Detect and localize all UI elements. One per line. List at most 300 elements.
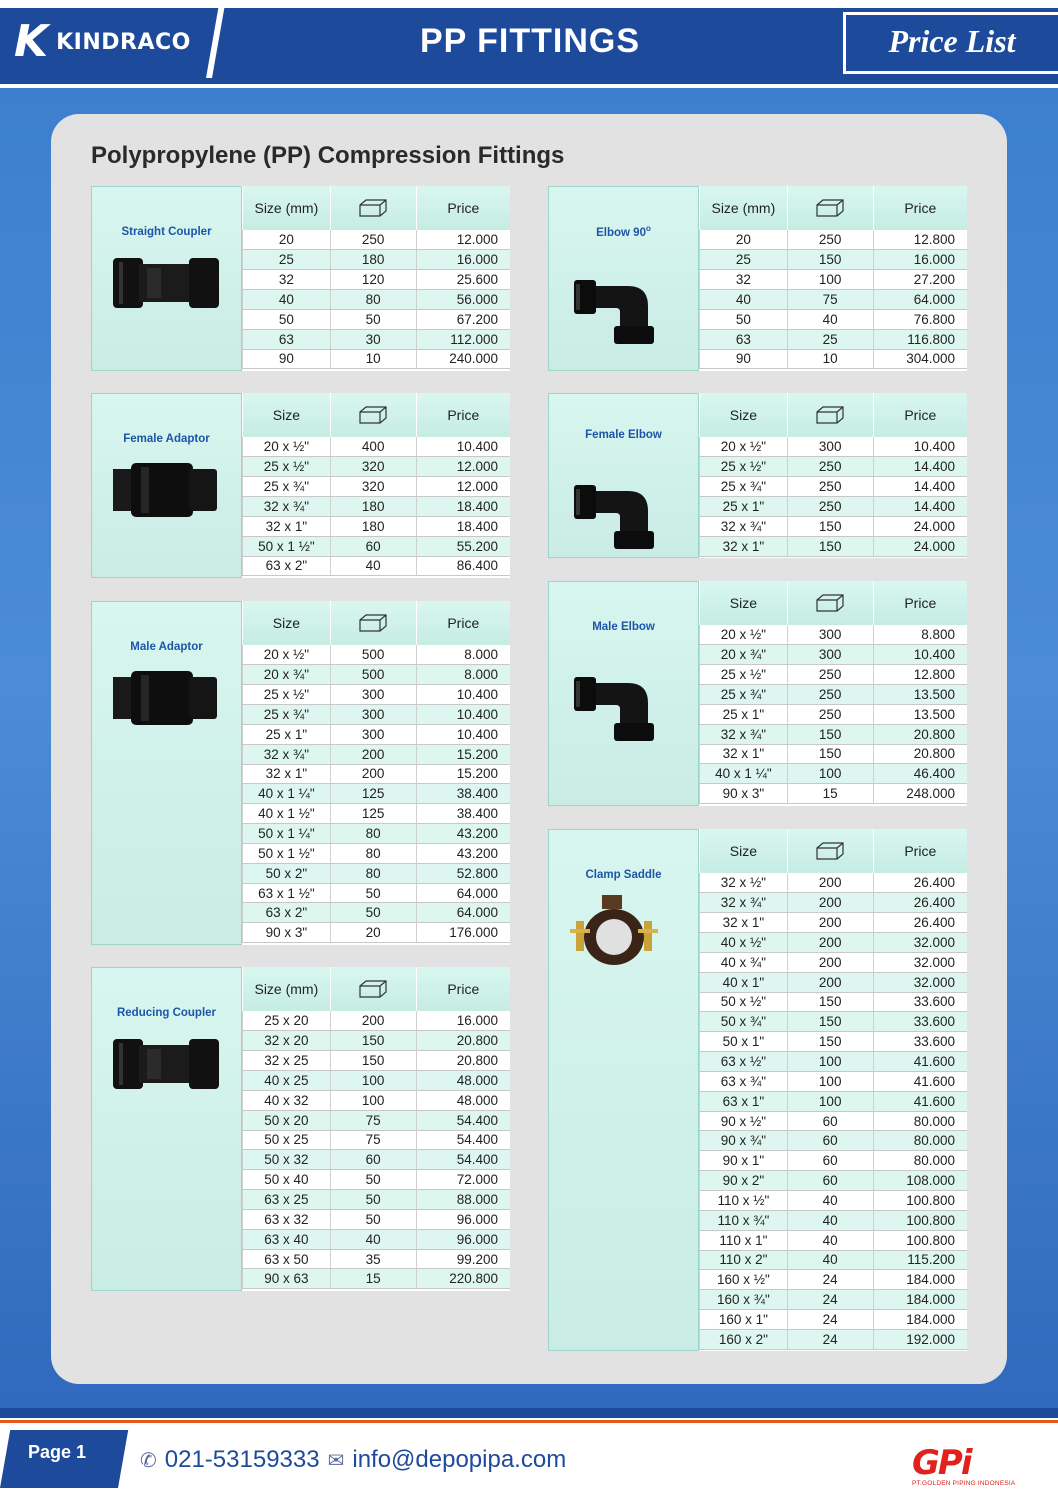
price-cell: 24.000 [873,536,967,556]
table-row [243,437,511,457]
box-quantity-icon [787,186,873,230]
quantity-cell: 200 [330,744,416,764]
quantity-cell: 300 [787,437,873,457]
size-cell: 32 x ¾" [243,497,331,517]
price-cell: 80.000 [873,1111,967,1131]
table-row [243,1051,511,1071]
quantity-cell: 200 [787,913,873,933]
quantity-cell: 250 [330,230,416,250]
price-cell: 26.400 [873,913,967,933]
table-row [700,457,968,477]
table-row [243,250,511,270]
size-cell: 25 x ¾" [243,705,331,725]
quantity-cell: 180 [330,516,416,536]
price-cell: 12.000 [416,230,510,250]
quantity-cell: 60 [787,1131,873,1151]
size-cell: 63 x 32 [243,1209,331,1229]
size-cell: 32 x 1" [700,913,788,933]
price-cell: 41.600 [873,1052,967,1072]
box-quantity-icon [330,601,416,645]
table-row [243,1071,511,1091]
table-row [700,913,968,933]
table-row [243,784,511,804]
quantity-cell: 300 [330,724,416,744]
price-cell: 26.400 [873,893,967,913]
price-cell: 46.400 [873,764,967,784]
table-row [700,1230,968,1250]
quantity-cell: 75 [330,1130,416,1150]
size-cell: 40 x 1" [700,972,788,992]
price-cell: 43.200 [416,824,510,844]
table-header-row [243,601,511,645]
quantity-cell: 40 [330,1229,416,1249]
table-row [700,784,968,804]
price-header: Price [416,601,510,645]
table-row [700,992,968,1012]
price-cell: 16.000 [416,250,510,270]
price-cell: 220.800 [416,1269,510,1289]
size-cell: 25 x 1" [243,724,331,744]
size-cell: 90 x 2" [700,1171,788,1191]
size-cell: 50 x 1 ½" [243,536,331,556]
table-row [243,665,511,685]
quantity-cell: 150 [330,1051,416,1071]
table-row [243,457,511,477]
size-cell: 40 [243,290,331,310]
table-row [700,1032,968,1052]
price-cell: 10.400 [873,645,967,665]
table-row [243,705,511,725]
quantity-cell: 15 [787,784,873,804]
price-cell: 88.000 [416,1190,510,1210]
table-row [243,516,511,536]
price-cell: 12.000 [416,477,510,497]
size-cell: 90 x ¾" [700,1131,788,1151]
quantity-cell: 320 [330,477,416,497]
size-cell: 25 x ½" [700,665,788,685]
box-quantity-icon [330,393,416,437]
product-block [548,186,967,371]
table-row [243,329,511,349]
size-cell: 40 x 32 [243,1090,331,1110]
price-cell: 10.400 [416,437,510,457]
quantity-cell: 150 [787,1032,873,1052]
table-row [243,1110,511,1130]
size-cell: 32 x ¾" [700,893,788,913]
size-cell: 50 [243,309,331,329]
size-cell: 50 x 40 [243,1170,331,1190]
table-header-row [243,186,511,230]
table-header-row [700,186,968,230]
quantity-cell: 24 [787,1310,873,1330]
price-cell: 100.800 [873,1210,967,1230]
quantity-cell: 150 [787,536,873,556]
price-cell: 56.000 [416,290,510,310]
size-cell: 32 x 1" [700,744,788,764]
price-cell: 96.000 [416,1209,510,1229]
footer-orange-line [0,1420,1058,1423]
table-row [243,1090,511,1110]
table-row [243,1229,511,1249]
table-row [700,290,968,310]
price-cell: 15.200 [416,764,510,784]
quantity-cell: 200 [787,972,873,992]
email-address[interactable]: info@depopipa.com [352,1446,567,1473]
size-cell: 110 x 2" [700,1250,788,1270]
product-image [568,643,668,748]
quantity-cell: 50 [330,1209,416,1229]
size-cell: 110 x 1" [700,1230,788,1250]
quantity-cell: 40 [330,556,416,576]
price-cell: 38.400 [416,784,510,804]
size-cell: 25 x ¾" [700,477,788,497]
price-cell: 55.200 [416,536,510,556]
price-cell: 10.400 [416,685,510,705]
degree-superscript: o [645,224,651,233]
section-title: Polypropylene (PP) Compression Fittings [91,142,565,169]
price-cell: 8.000 [416,665,510,685]
box-quantity-icon [787,393,873,437]
size-cell: 32 x 25 [243,1051,331,1071]
table-row [700,972,968,992]
price-cell: 41.600 [873,1091,967,1111]
quantity-cell: 150 [787,744,873,764]
table-row [700,1012,968,1032]
size-header: Size [700,581,788,625]
size-cell: 50 x ½" [700,992,788,1012]
price-cell: 20.800 [416,1051,510,1071]
table-row [243,349,511,369]
quantity-cell: 15 [330,1269,416,1289]
table-row [700,1210,968,1230]
quantity-cell: 150 [787,724,873,744]
size-header: Size (mm) [243,186,331,230]
table-row [243,1011,511,1031]
quantity-cell: 100 [787,270,873,290]
price-cell: 248.000 [873,784,967,804]
price-cell: 100.800 [873,1230,967,1250]
table-row [243,290,511,310]
logo-text: KINDRACO [56,29,191,55]
table-row [700,685,968,705]
table-row [700,270,968,290]
quantity-cell: 50 [330,1190,416,1210]
quantity-cell: 40 [787,1210,873,1230]
size-cell: 32 x ¾" [700,724,788,744]
size-cell: 20 [700,230,788,250]
size-cell: 50 x 2" [243,863,331,883]
price-cell: 33.600 [873,1012,967,1032]
price-cell: 32.000 [873,933,967,953]
price-cell: 184.000 [873,1270,967,1290]
quantity-cell: 100 [330,1090,416,1110]
table-row [243,536,511,556]
size-cell: 90 x ½" [700,1111,788,1131]
quantity-cell: 180 [330,497,416,517]
table-row [243,824,511,844]
size-cell: 20 x ½" [243,645,331,665]
price-cell: 12.000 [416,457,510,477]
size-cell: 32 x ½" [700,873,788,893]
price-cell: 13.500 [873,685,967,705]
table-row [700,1250,968,1270]
quantity-cell: 150 [787,1012,873,1032]
quantity-cell: 150 [787,516,873,536]
size-header: Size [243,601,331,645]
size-cell: 20 x ½" [700,625,788,645]
table-row [700,1071,968,1091]
table-row [243,685,511,705]
product-block [91,186,510,371]
price-cell: 54.400 [416,1150,510,1170]
quantity-cell: 300 [330,705,416,725]
table-row [243,903,511,923]
price-header: Price [873,393,967,437]
quantity-cell: 250 [787,230,873,250]
box-quantity-icon [787,829,873,873]
price-cell: 64.000 [873,290,967,310]
price-cell: 112.000 [416,329,510,349]
size-header: Size [243,393,331,437]
page-footer [0,1408,1058,1497]
product-image [568,246,668,351]
quantity-cell: 60 [330,536,416,556]
quantity-cell: 60 [787,1111,873,1131]
price-cell: 67.200 [416,309,510,329]
table-row [700,645,968,665]
size-cell: 50 [700,309,788,329]
table-row [700,309,968,329]
size-cell: 32 x 1" [700,536,788,556]
size-cell: 20 x ¾" [700,645,788,665]
price-cell: 33.600 [873,992,967,1012]
size-cell: 25 x 1" [700,497,788,517]
size-cell: 50 x 25 [243,1130,331,1150]
product-block [91,393,510,578]
table-row [700,893,968,913]
price-cell: 184.000 [873,1310,967,1330]
page-header [0,0,1058,88]
price-cell: 192.000 [873,1329,967,1349]
table-row [700,873,968,893]
size-cell: 20 x ½" [700,437,788,457]
quantity-cell: 80 [330,290,416,310]
table-row [243,744,511,764]
table-row [243,477,511,497]
size-cell: 160 x ¾" [700,1290,788,1310]
price-table [242,967,510,1289]
price-cell: 14.400 [873,457,967,477]
box-quantity-icon [330,967,416,1011]
table-row [700,1191,968,1211]
size-cell: 20 [243,230,331,250]
price-cell: 176.000 [416,923,510,943]
size-cell: 32 x 20 [243,1031,331,1051]
price-cell: 38.400 [416,804,510,824]
quantity-cell: 100 [330,1071,416,1091]
product-block [548,581,967,806]
table-row [700,764,968,784]
table-row [243,1249,511,1269]
table-row [700,349,968,369]
table-row [700,1290,968,1310]
table-row [243,804,511,824]
price-header: Price [873,581,967,625]
box-quantity-icon [330,186,416,230]
phone-icon: ✆ [140,1449,157,1472]
table-row [243,863,511,883]
size-cell: 25 x 20 [243,1011,331,1031]
size-header: Size [700,829,788,873]
price-cell: 64.000 [416,883,510,903]
size-header: Size (mm) [243,967,331,1011]
table-row [243,1150,511,1170]
quantity-cell: 24 [787,1329,873,1349]
table-row [243,645,511,665]
table-header-row [243,967,511,1011]
table-row [700,1329,968,1349]
size-cell: 40 x ¾" [700,952,788,972]
price-cell: 54.400 [416,1110,510,1130]
quantity-cell: 10 [787,349,873,369]
quantity-cell: 100 [787,764,873,784]
table-row [700,1052,968,1072]
table-row [700,665,968,685]
table-row [700,625,968,645]
table-row [243,1170,511,1190]
table-row [243,923,511,943]
quantity-cell: 75 [787,290,873,310]
price-cell: 99.200 [416,1249,510,1269]
size-cell: 50 x 20 [243,1110,331,1130]
quantity-cell: 500 [330,645,416,665]
size-cell: 25 x ½" [700,457,788,477]
size-cell: 32 [243,270,331,290]
product-name: Elbow 90$^o$ [596,224,651,239]
size-cell: 90 [700,349,788,369]
size-cell: 160 x 2" [700,1329,788,1349]
price-cell: 16.000 [873,250,967,270]
quantity-cell: 75 [330,1110,416,1130]
quantity-cell: 24 [787,1290,873,1310]
table-row [700,1270,968,1290]
quantity-cell: 20 [330,923,416,943]
price-cell: 41.600 [873,1071,967,1091]
quantity-cell: 250 [787,477,873,497]
table-row [700,477,968,497]
quantity-cell: 200 [330,764,416,784]
product-image [111,663,221,738]
size-cell: 25 x ½" [243,457,331,477]
price-cell: 304.000 [873,349,967,369]
quantity-cell: 180 [330,250,416,270]
quantity-cell: 200 [787,893,873,913]
price-cell: 96.000 [416,1229,510,1249]
box-quantity-icon [787,581,873,625]
table-row [700,1131,968,1151]
size-cell: 90 x 1" [700,1151,788,1171]
price-cell: 43.200 [416,843,510,863]
size-cell: 32 x 1" [243,516,331,536]
quantity-cell: 150 [330,1031,416,1051]
price-cell: 13.500 [873,704,967,724]
product-block [548,829,967,1351]
table-row [700,497,968,517]
product-image [568,891,668,976]
product-name: Female Adaptor [123,433,210,445]
size-cell: 40 x 25 [243,1071,331,1091]
phone-number[interactable]: 021-53159333 [164,1446,320,1473]
quantity-cell: 250 [787,457,873,477]
quantity-cell: 30 [330,329,416,349]
price-cell: 12.800 [873,230,967,250]
quantity-cell: 50 [330,883,416,903]
quantity-cell: 150 [787,250,873,270]
price-cell: 8.000 [416,645,510,665]
table-row [243,1209,511,1229]
quantity-cell: 50 [330,309,416,329]
quantity-cell: 40 [787,1250,873,1270]
table-header-row [700,829,968,873]
table-header-row [700,393,968,437]
quantity-cell: 80 [330,824,416,844]
product-block [91,601,510,945]
table-row [700,724,968,744]
table-header-row [243,393,511,437]
size-cell: 63 x 25 [243,1190,331,1210]
table-row [243,883,511,903]
quantity-cell: 400 [330,437,416,457]
table-row [243,270,511,290]
table-row [700,230,968,250]
quantity-cell: 250 [787,685,873,705]
price-cell: 80.000 [873,1151,967,1171]
price-header: Price [416,393,510,437]
price-table [699,581,967,804]
size-cell: 20 x ¾" [243,665,331,685]
size-cell: 63 x 2" [243,903,331,923]
size-cell: 32 x 1" [243,764,331,784]
table-row [700,952,968,972]
price-cell: 72.000 [416,1170,510,1190]
table-row [243,1130,511,1150]
quantity-cell: 200 [787,873,873,893]
price-table [699,393,967,557]
price-cell: 240.000 [416,349,510,369]
quantity-cell: 40 [787,1230,873,1250]
table-row [243,724,511,744]
quantity-cell: 60 [330,1150,416,1170]
price-cell: 10.400 [873,437,967,457]
quantity-cell: 200 [787,952,873,972]
price-cell: 76.800 [873,309,967,329]
product-name: Clamp Saddle [585,869,662,881]
product-name: Straight Coupler [121,226,212,238]
size-cell: 25 [700,250,788,270]
table-row [700,516,968,536]
quantity-cell: 200 [330,1011,416,1031]
table-row [700,933,968,953]
contact-info [140,1446,566,1474]
quantity-cell: 50 [330,1170,416,1190]
quantity-cell: 250 [787,704,873,724]
gpi-company-name: PT.GOLDEN PIPING INDONESIA [912,1480,1016,1487]
table-row [700,1091,968,1111]
table-row [700,437,968,457]
table-row [700,1310,968,1330]
size-cell: 90 x 63 [243,1269,331,1289]
price-cell: 25.600 [416,270,510,290]
